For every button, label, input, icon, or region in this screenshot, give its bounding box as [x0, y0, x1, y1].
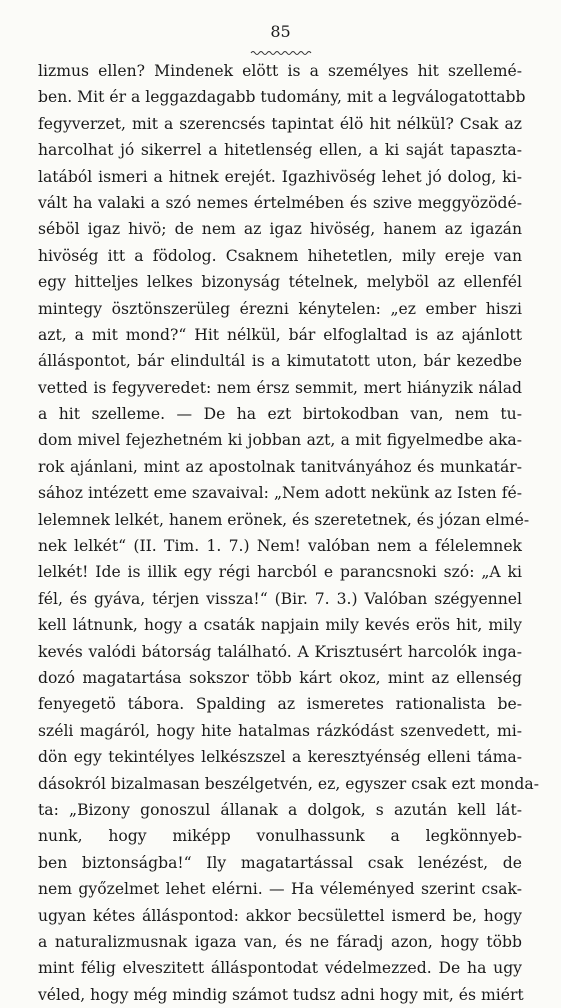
text-line: harcolhat jó sikerrel a hitetlenség ellen, a ki saját tapaszta-: [38, 141, 522, 160]
text-line: ta: „Bizony gonoszul állanak a dolgok, s azután kell lát-: [38, 800, 522, 819]
text-line: mint félig elveszitett álláspontodat védelmezzed. De ha ugy: [38, 959, 522, 978]
text-line: hivöség itt a födolog. Csaknem hihetetlen, mily ereje van: [38, 246, 522, 265]
text-line: lelkét! Ide is illik egy régi harcból e parancsnoki szó: „A ki: [38, 563, 522, 582]
text-line: vált ha valaki a szó nemes értelmében és szive meggyözödé-: [38, 193, 522, 212]
text-line: egy hitteljes lelkes bizonyság tételnek, melyböl az ellenfél: [38, 273, 522, 292]
body-text: [38, 58, 539, 1008]
text-line: kell látnunk, hogy a csaták napjain mily kevés erös hit, mily: [38, 616, 522, 635]
text-line: fegyverzet, mit a szerencsés tapintat élö hit nélkül? Csak az: [38, 114, 522, 133]
text-line: latából ismeri a hitnek erejét. Igazhivöség lehet jó dolog, ki-: [38, 167, 522, 186]
text-line: azt, a mit mond?“ Hit nélkül, bár elfoglaltad is az ajánlott: [38, 325, 522, 344]
text-line: álláspontot, bár elindultál is a kimutatott uton, bár kezedbe: [38, 352, 522, 371]
text-line: mintegy ösztönszerüleg érezni kénytelen: „ez ember hiszi: [38, 299, 522, 318]
text-line: ugyan kétes álláspontod: akkor becsülettel ismerd be, hogy: [38, 906, 522, 925]
text-line: dön egy tekintélyes lelkészszel a keresztyénség elleni táma-: [38, 748, 522, 767]
text-line: a hit szelleme. — De ha ezt birtokodban van, nem tu-: [38, 405, 522, 424]
text-line: széli magáról, hogy hite hatalmas rázkódást szenvedett, mi-: [38, 721, 522, 740]
text-line: véled, hogy még mindig számot tudsz adni hogy mit, és miért: [38, 985, 524, 1004]
text-line: lelemnek lelkét, hanem erönek, és szeretetnek, és józan elmé-: [38, 510, 530, 529]
text-line: ben biztonságba!“ Ily magatartással csak lenézést, de: [38, 853, 522, 872]
text-line: lizmus ellen? Mindenek elött is a személyes hit szellemé-: [38, 62, 522, 80]
text-line: dásokról bizalmasan beszélgetvén, ez, egyszer csak ezt monda-: [38, 774, 539, 793]
page-number: 85: [270, 22, 291, 41]
text-line: nem győzelmet lehet elérni. — Ha véleményed szerint csak-: [38, 880, 522, 899]
text-line: vetted is fegyveredet: nem érsz semmit, mert hiányzik nálad: [38, 378, 522, 397]
text-line: ben. Mit ér a leggazdagabb tudomány, mit a legválogatottabb: [38, 88, 526, 107]
text-line: dom mivel fejezhetném ki jobban azt, a mit figyelmedbe aka-: [38, 431, 522, 450]
wavy-rule-icon: [250, 50, 312, 56]
text-line: dozó magatartása sokszor több kárt okoz, mint az ellenség: [38, 668, 522, 687]
text-line: a naturalizmusnak igaza van, és ne fáradj azon, hogy több: [38, 932, 522, 951]
text-line: fél, és gyáva, térjen vissza!“ (Bir. 7. 3.) Valóban szégyennel: [38, 589, 522, 608]
text-line: sához intézett eme szavaival: „Nem adott nekünk az Isten fé-: [38, 484, 522, 503]
text-line: fenyegetö tábora. Spalding az ismeretes rationalista be-: [38, 695, 522, 714]
text-line: rok ajánlani, mint az apostolnak tanitványához és munkatár-: [38, 457, 522, 476]
text-line: nunk, hogy miképp vonulhassunk a legkönnyeb-: [38, 827, 522, 846]
text-line: kevés valódi bátorság található. A Krisztusért harcolók inga-: [38, 642, 522, 661]
text-line: nek lelkét“ (II. Tim. 1. 7.) Nem! valóban nem a félelemnek: [38, 537, 522, 556]
text-line: séböl igaz hivö; de nem az igaz hivöség, hanem az igazán: [38, 220, 522, 239]
